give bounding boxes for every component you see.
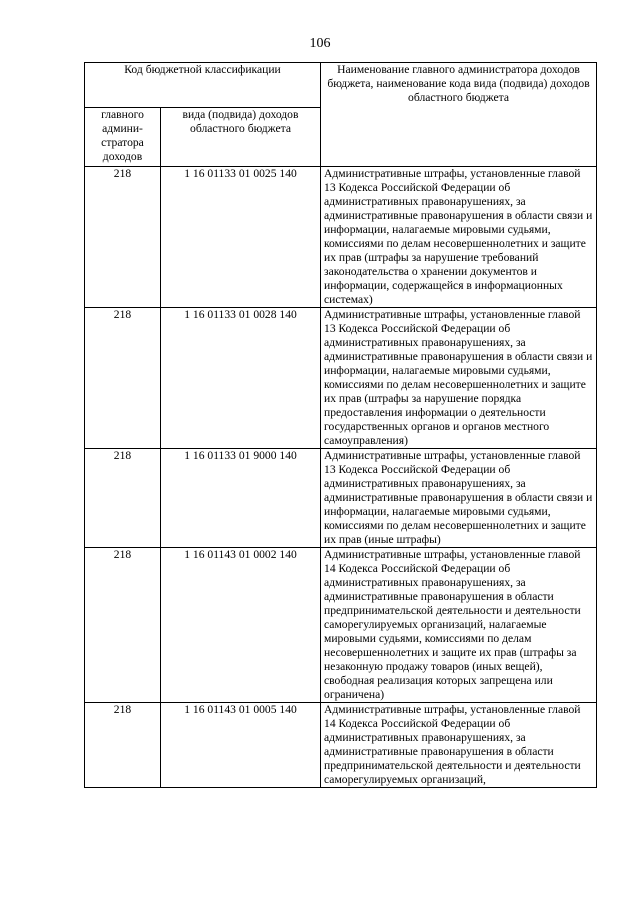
admin-code-cell: 218 xyxy=(85,308,161,449)
income-name-cell: Административные штрафы, установленные главой 13 Кодекса Российской Федерации об административных правонарушениях, за административные правонарушения в области связи и информации, налагаемые мировыми судьями, комиссиями по делам несовершеннолетних и защите их прав (иные штрафы) xyxy=(321,449,597,548)
admin-code-cell: 218 xyxy=(85,167,161,308)
table-row xyxy=(85,167,597,308)
table-row xyxy=(85,703,597,788)
table-row xyxy=(85,449,597,548)
income-code-cell: 1 16 01143 01 0005 140 xyxy=(161,703,321,788)
income-code-cell: 1 16 01133 01 9000 140 xyxy=(161,449,321,548)
income-code-cell: 1 16 01133 01 0025 140 xyxy=(161,167,321,308)
admin-code-cell: 218 xyxy=(85,449,161,548)
income-type-column-header: вида (подвида) доходов областного бюджета xyxy=(161,108,321,167)
budget-code-group-header: Код бюджетной классификации xyxy=(85,63,321,108)
page-number: 106 xyxy=(309,36,331,51)
name-column-header: Наименование главного администратора доходов бюджета, наименование кода вида (подвида) доходов областного бюджета xyxy=(321,63,597,167)
income-name-cell: Административные штрафы, установленные главой 13 Кодекса Российской Федерации об административных правонарушениях, за административные правонарушения в области связи и информации, налагаемые мировыми судьями, комиссиями по делам несовершеннолетних и защите их прав (штрафы за нарушение порядка предоставления информации о деятельности государственных органов и органов местного самоуправления) xyxy=(321,308,597,449)
table-row xyxy=(85,548,597,703)
income-name-cell: Административные штрафы, установленные главой 14 Кодекса Российской Федерации об административных правонарушениях, за административные правонарушения в области предпринимательской деятельности и деятельности саморегулируемых организаций, xyxy=(321,703,597,788)
income-name-cell: Административные штрафы, установленные главой 13 Кодекса Российской Федерации об административных правонарушениях, за административные правонарушения в области связи и информации, налагаемые мировыми судьями, комиссиями по делам несовершеннолетних и защите их прав (штрафы за нарушение требований законодательства о хранении документов и информации, содержащейся в информационных системах) xyxy=(321,167,597,308)
income-name-cell: Административные штрафы, установленные главой 14 Кодекса Российской Федерации об административных правонарушениях, за административные правонарушения в области предпринимательской деятельности и деятельности саморегулируемых организаций, налагаемые мировыми судьями, комиссиями по делам несовершеннолетних и защите их прав (штрафы за незаконную продажу товаров (иных вещей), свободная реализация которых запрещена или ограничена) xyxy=(321,548,597,703)
income-code-cell: 1 16 01133 01 0028 140 xyxy=(161,308,321,449)
budget-classification-table xyxy=(84,62,597,788)
admin-code-cell: 218 xyxy=(85,703,161,788)
table-row xyxy=(85,308,597,449)
income-code-cell: 1 16 01143 01 0002 140 xyxy=(161,548,321,703)
admin-column-header: главного админи-стратора доходов xyxy=(85,108,161,167)
admin-code-cell: 218 xyxy=(85,548,161,703)
